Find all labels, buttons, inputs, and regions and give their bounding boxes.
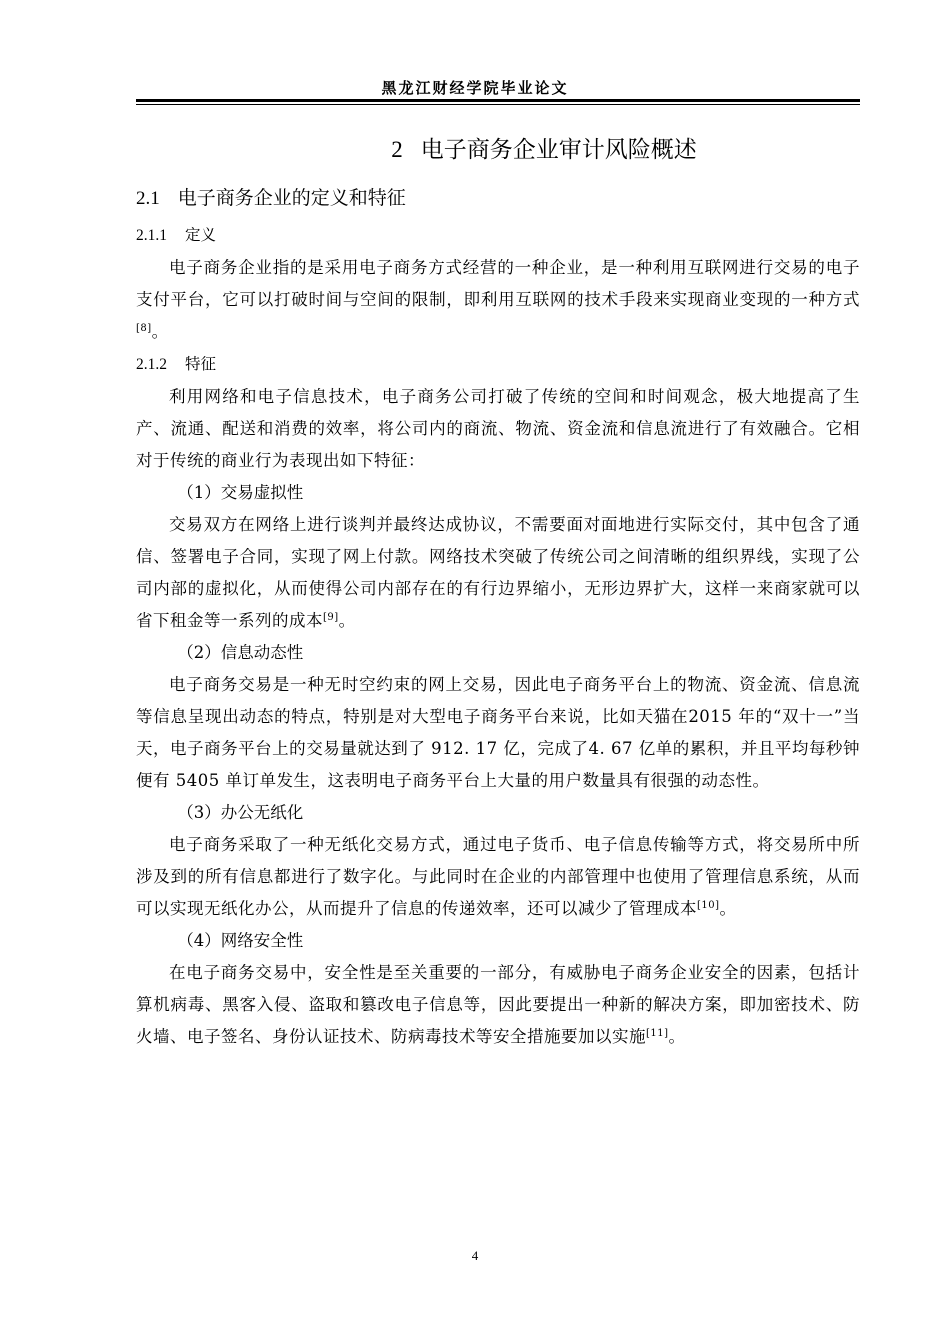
- section-heading-2-1: [136, 178, 860, 219]
- paragraph-text: 交易双方在网络上进行谈判并最终达成协议，不需要面对面地进行实际交付，其中包含了通信、签署电子合同，实现了网上付款。网络技术突破了传统公司之间清晰的组织界线，实现了公司内部的虚拟化，从而使得公司内部存在的有行边界缩小，无形边界扩大，这样一来商家就可以省下租金等一系列的成本: [136, 515, 860, 630]
- paragraph-text: 电子商务企业指的是采用电子商务方式经营的一种企业，是一种利用互联网进行交易的电子支付平台，它可以打破时间与空间的限制，即利用互联网的技术手段来实现商业变现的一种方式: [136, 258, 860, 309]
- section-number: 2.1: [136, 188, 160, 209]
- running-header: 黑龙江财经学院毕业论文: [381, 79, 569, 97]
- features-paragraph: 利用网络和电子信息技术，电子商务公司打破了传统的空间和时间观念，极大地提高了生产、流通、配送和消费的效率，将公司内的商流、物流、资金流和信息流进行了有效融合。它相对于传统的商业行为表现出如下特征：: [136, 387, 860, 470]
- feature-item-2-label: （2）信息动态性: [177, 643, 304, 662]
- page-body: [136, 128, 860, 1053]
- citation-ref: [9]: [323, 612, 339, 623]
- header-rule-thick: [136, 99, 860, 102]
- page-number: 4: [471, 1248, 479, 1263]
- paragraph-end: 。: [719, 899, 737, 918]
- subsection-title: 特征: [185, 355, 217, 373]
- header-rule-thin: [136, 104, 860, 105]
- feature-item-4-label: （4）网络安全性: [177, 931, 304, 950]
- paragraph-text: 在电子商务交易中，安全性是至关重要的一部分，有威胁电子商务企业安全的因素，包括计算机病毒、黑客入侵、盗取和篡改电子信息等，因此要提出一种新的解决方案，即加密技术、防火墙、电子签名、身份认证技术、防病毒技术等安全措施要加以实施: [136, 963, 860, 1046]
- feature-item-1-label: （1）交易虚拟性: [177, 483, 304, 502]
- feature-item-3-label: （3）办公无纸化: [177, 803, 304, 822]
- subsection-number: 2.1.2: [136, 356, 167, 373]
- definition-paragraph: [136, 252, 860, 348]
- section-title: 电子商务企业的定义和特征: [177, 187, 406, 209]
- chapter-number: 2: [391, 137, 403, 162]
- citation-ref: [11]: [646, 1028, 669, 1039]
- paragraph-end: 。: [338, 611, 356, 630]
- feature-item-1-paragraph: [136, 509, 860, 637]
- chapter-title: 电子商务企业审计风险概述: [420, 137, 697, 163]
- citation-ref: [10]: [697, 900, 720, 911]
- subsection-heading-2-1-2: [136, 348, 860, 381]
- feature-item-4-paragraph: [136, 957, 860, 1053]
- citation-ref: [8]: [136, 323, 152, 334]
- subsection-heading-2-1-1: [136, 219, 860, 252]
- feature-item-3-paragraph: [136, 829, 860, 925]
- paragraph-end: 。: [668, 1027, 686, 1046]
- subsection-number: 2.1.1: [136, 227, 167, 244]
- subsection-title: 定义: [185, 226, 217, 244]
- paragraph-end: 。: [151, 322, 169, 341]
- feature-item-2-paragraph: 电子商务交易是一种无时空约束的网上交易，因此电子商务平台上的物流、资金流、信息流等信息呈现出动态的特点，特别是对大型电子商务平台来说，比如天猫在2015 年的“双十一”当天，电子商务平台上的交易量就达到了 912. 17 亿，完成了4. 67 亿单的累积，并且平均每秒钟便有 5405 单订单发生，这表明电子商务平台上大量的用户数量具有很强的动态性。: [136, 675, 860, 790]
- chapter-heading: [228, 128, 860, 172]
- paragraph-text: 电子商务采取了一种无纸化交易方式，通过电子货币、电子信息传输等方式，将交易所中所涉及到的所有信息都进行了数字化。与此同时在企业的内部管理中也使用了管理信息系统，从而可以实现无纸化办公，从而提升了信息的传递效率，还可以减少了管理成本: [136, 835, 860, 918]
